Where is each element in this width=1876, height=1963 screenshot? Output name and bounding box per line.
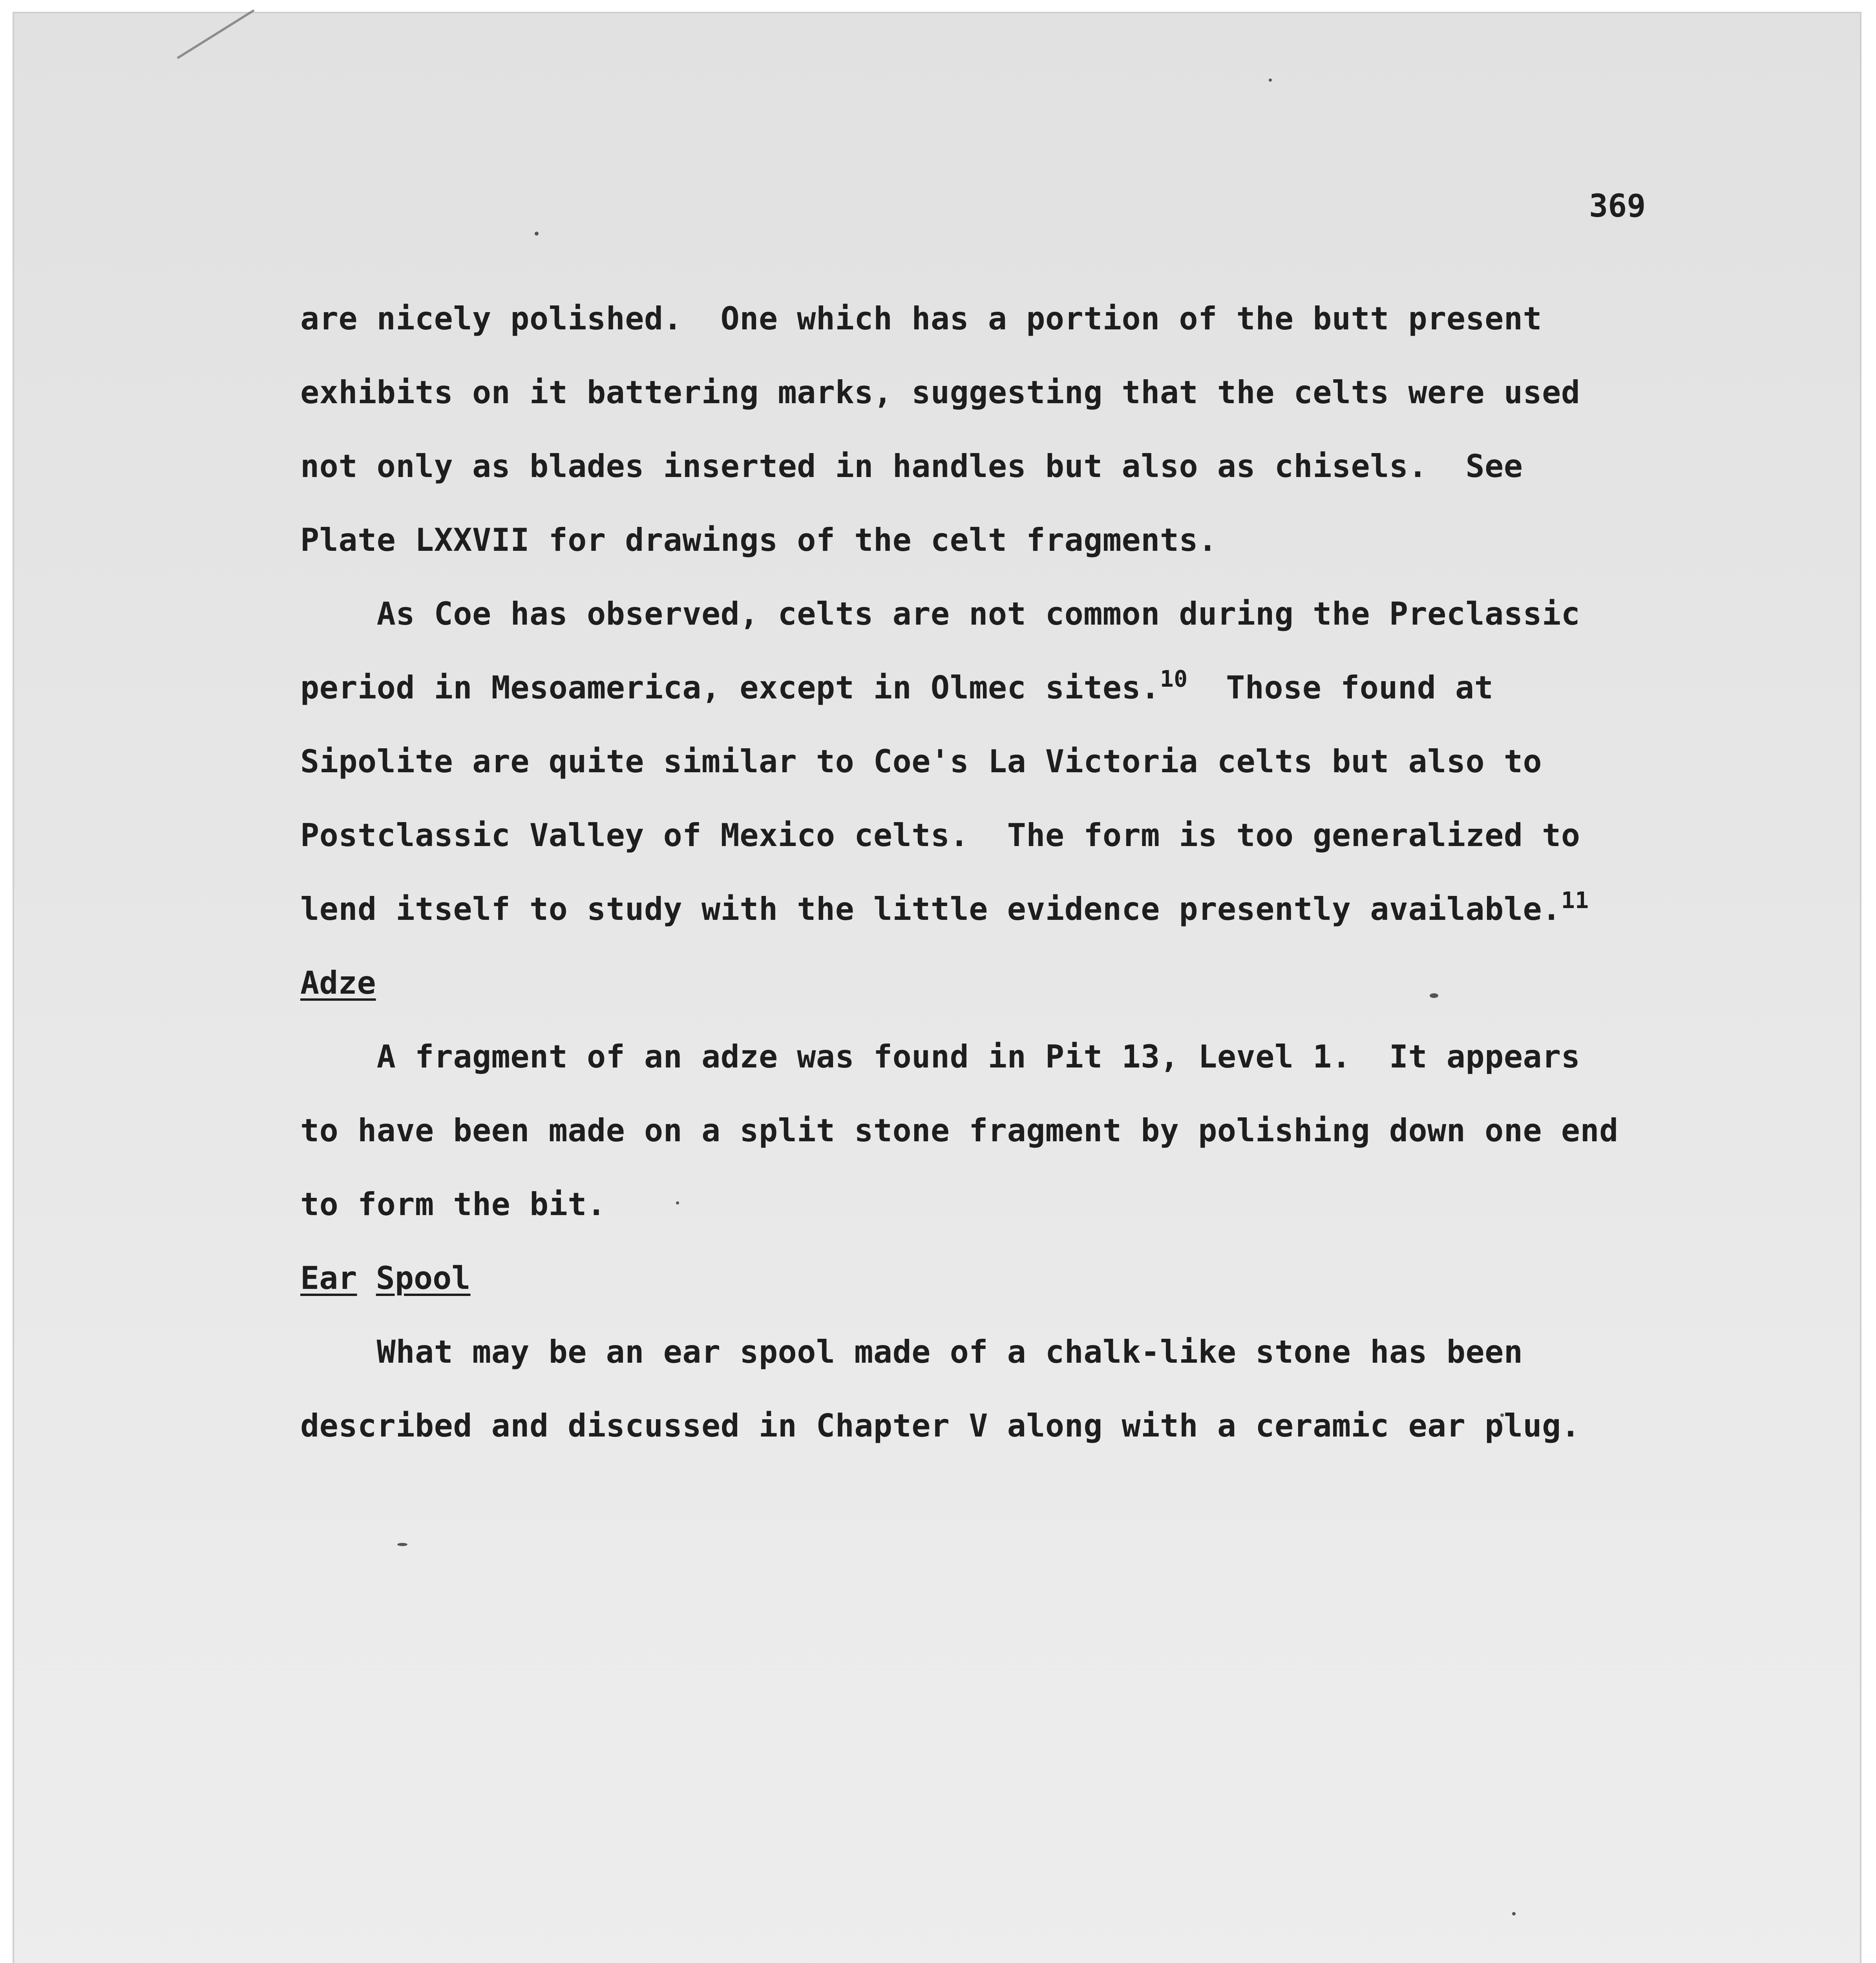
body-line: As Coe has observed, celts are not common during the Preclassic — [300, 596, 1580, 632]
body-line: exhibits on it battering marks, suggesting that the celts were used — [300, 374, 1580, 411]
scan-speck — [676, 1201, 679, 1204]
body-line: A fragment of an adze was found in Pit 13, Level 1. It appears — [300, 1038, 1580, 1075]
body-line: Sipolite are quite similar to Coe's La Victoria celts but also to — [300, 743, 1542, 780]
body-line: described and discussed in Chapter V along with a ceramic ear plug. — [300, 1407, 1580, 1444]
body-line: to have been made on a split stone fragment by polishing down one end — [300, 1112, 1618, 1149]
scan-speck — [535, 232, 539, 236]
body-line: Postclassic Valley of Mexico celts. The form is too generalized to — [300, 817, 1580, 854]
body-line-with-footnote — [300, 887, 1589, 932]
body-line-text: lend itself to study with the little evidence presently available. — [300, 891, 1561, 927]
body-line-tail: Those found at — [1187, 669, 1494, 706]
scan-scratch-mark — [177, 9, 254, 59]
footnote-marker-11: 11 — [1561, 887, 1589, 914]
scan-speck — [397, 1543, 407, 1546]
body-line: Plate LXXVII for drawings of the celt fragments. — [300, 522, 1217, 558]
body-line: What may be an ear spool made of a chalk-like stone has been — [300, 1334, 1523, 1370]
body-line-with-footnote — [300, 665, 1494, 710]
scan-speck — [1430, 993, 1438, 998]
body-line: not only as blades inserted in handles but also as chisels. See — [300, 448, 1523, 484]
scan-speck — [1512, 1912, 1516, 1915]
body-line-text: period in Mesoamerica, except in Olmec sites. — [300, 669, 1160, 706]
footnote-marker-10: 10 — [1160, 665, 1188, 692]
section-heading-adze: Adze — [300, 965, 376, 1001]
body-line: are nicely polished. One which has a portion of the butt present — [300, 300, 1542, 337]
heading-word: Ear — [300, 1260, 357, 1296]
scan-speck — [1269, 79, 1272, 82]
page-number: 369 — [1589, 188, 1646, 224]
body-line: to form the bit. — [300, 1186, 606, 1223]
heading-word: Spool — [376, 1260, 471, 1296]
section-heading-ear-spool — [300, 1259, 471, 1298]
